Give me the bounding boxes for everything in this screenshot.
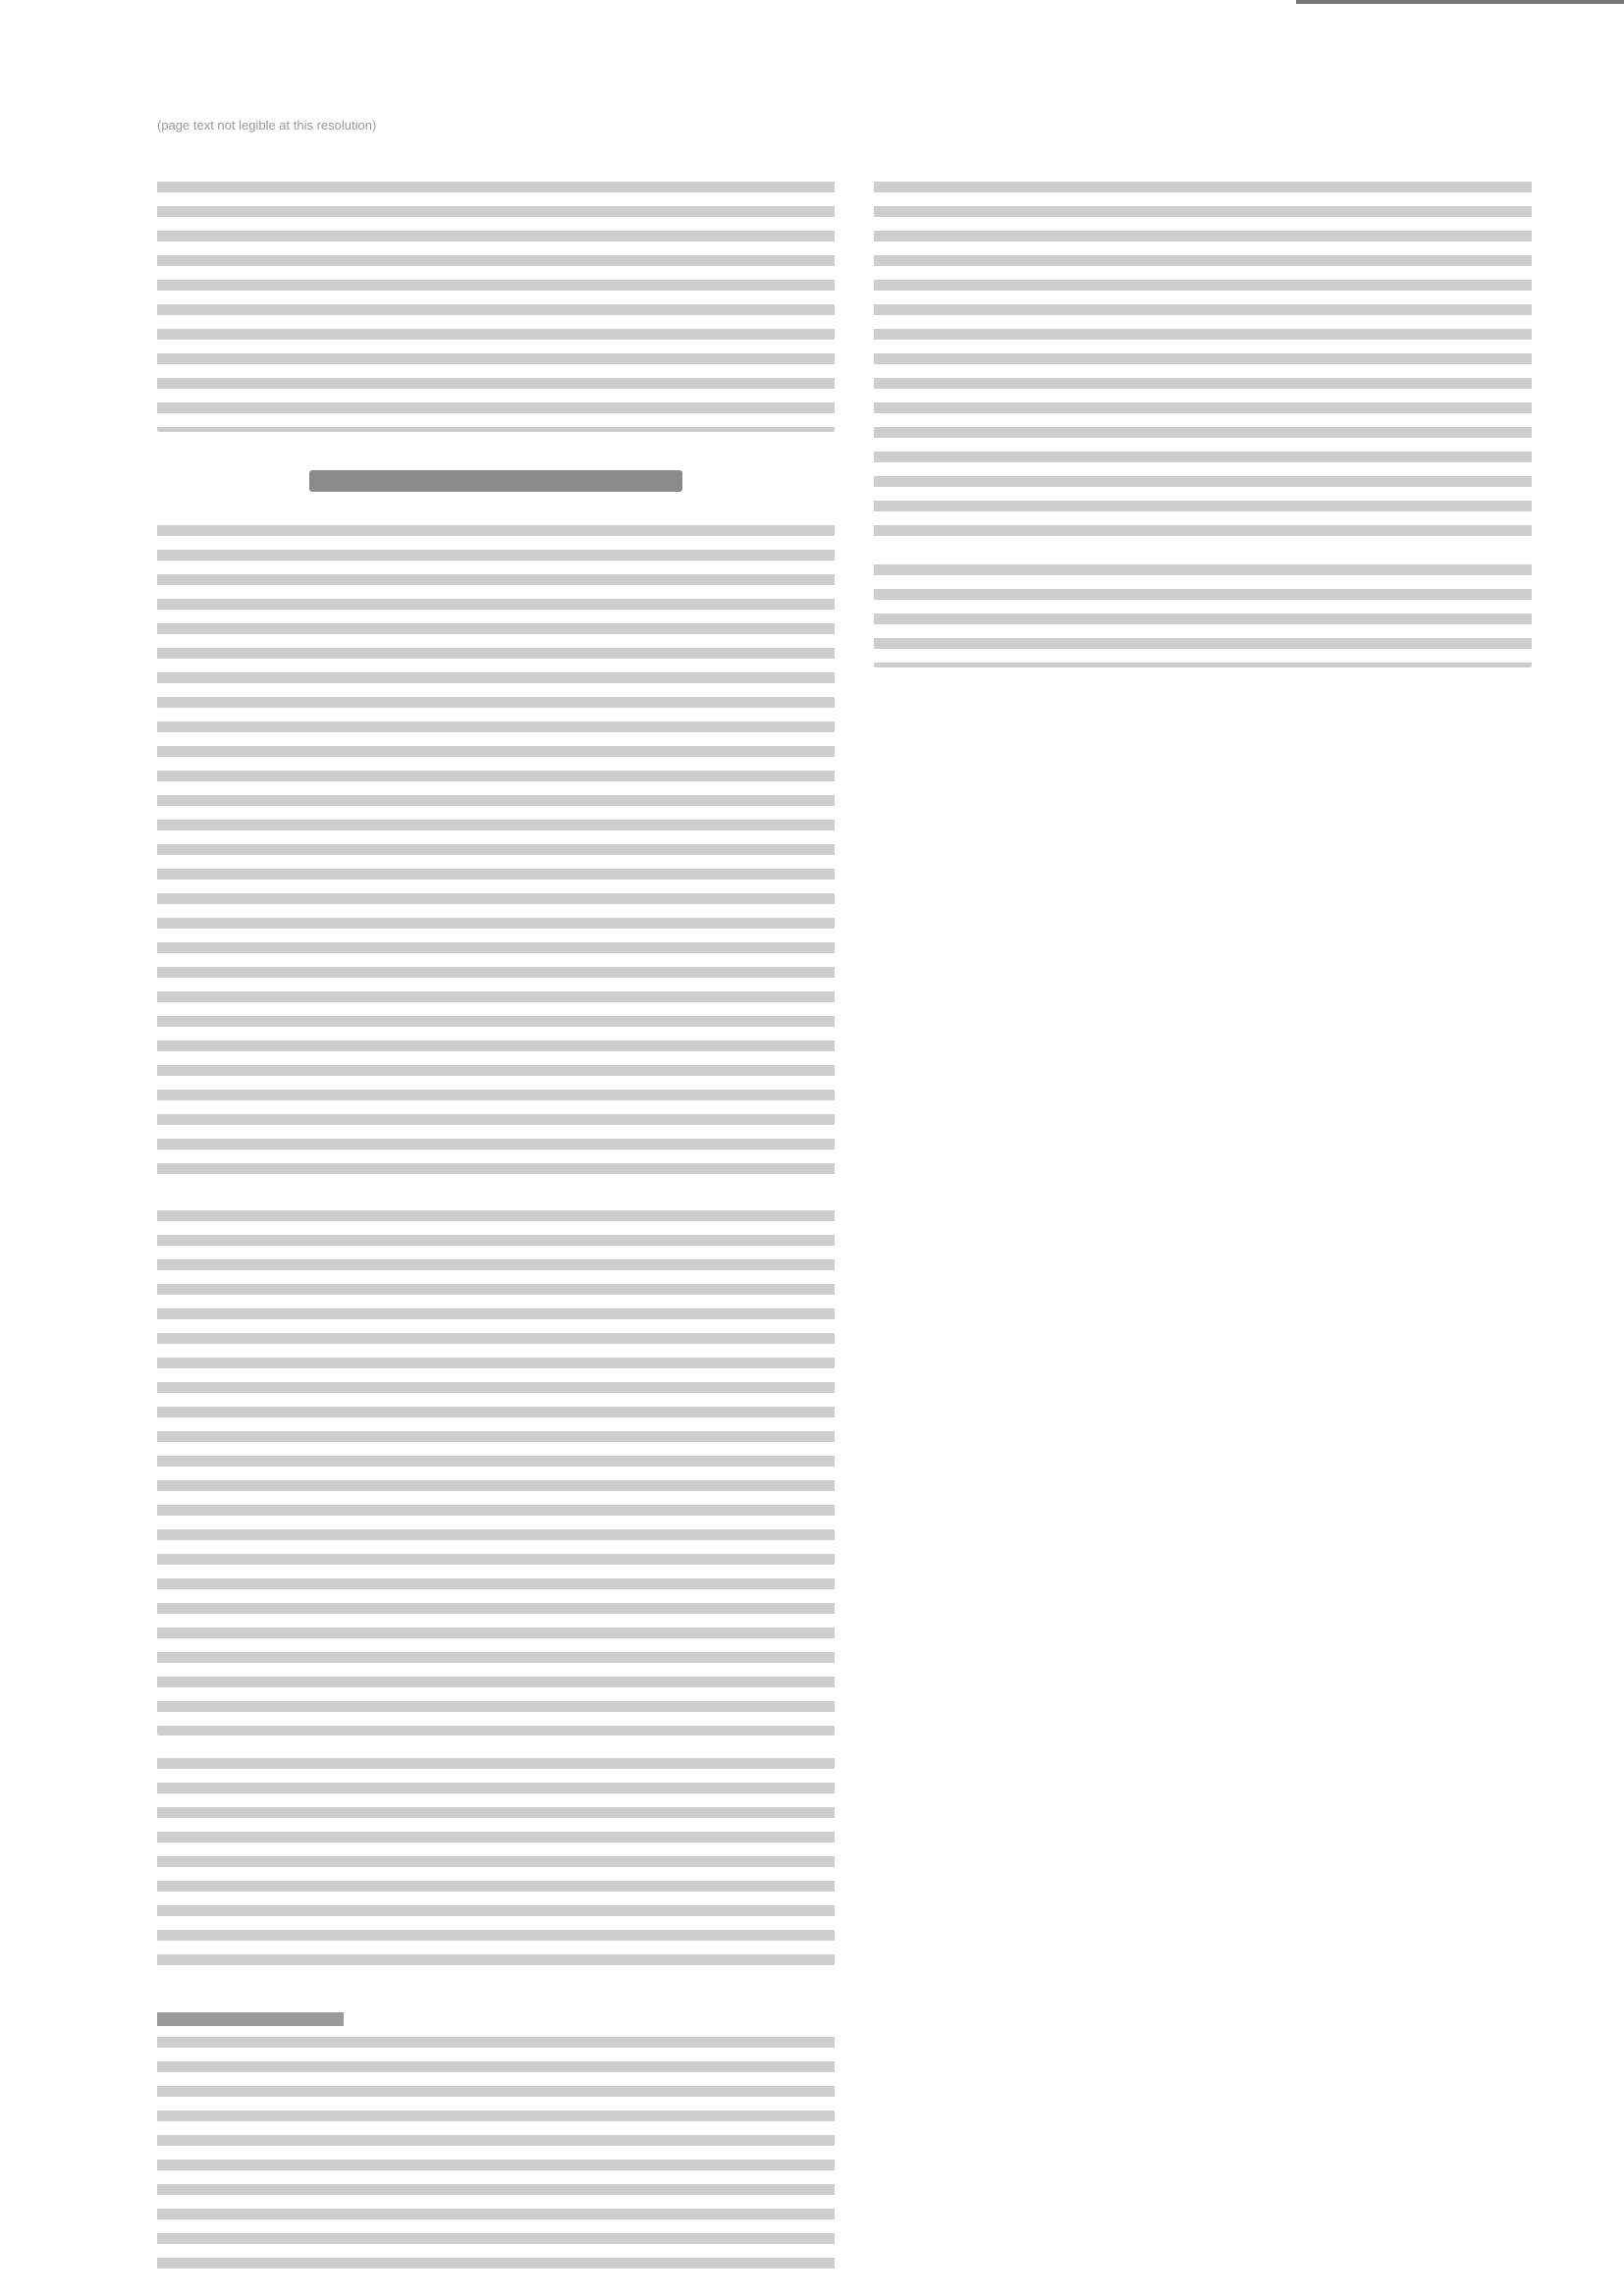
section-heading [157, 461, 835, 501]
left-column [157, 177, 835, 432]
body-paragraph-3 [157, 1753, 835, 1979]
opening-paragraph [157, 177, 835, 432]
legibility-notice: (page text not legible at this resolution) [157, 118, 377, 133]
section-heading-placeholder [309, 470, 682, 492]
bibliography-historical-works [874, 177, 1532, 550]
left-column-body [157, 520, 835, 2272]
right-column [874, 177, 1532, 667]
bibliography-texts [157, 2032, 835, 2272]
scan-edge-line [1296, 0, 1624, 4]
body-paragraph-1 [157, 520, 835, 1188]
bibliography-exegesis [874, 560, 1532, 667]
bibliography-label [157, 2012, 344, 2026]
body-paragraph-2 [157, 1205, 835, 1735]
